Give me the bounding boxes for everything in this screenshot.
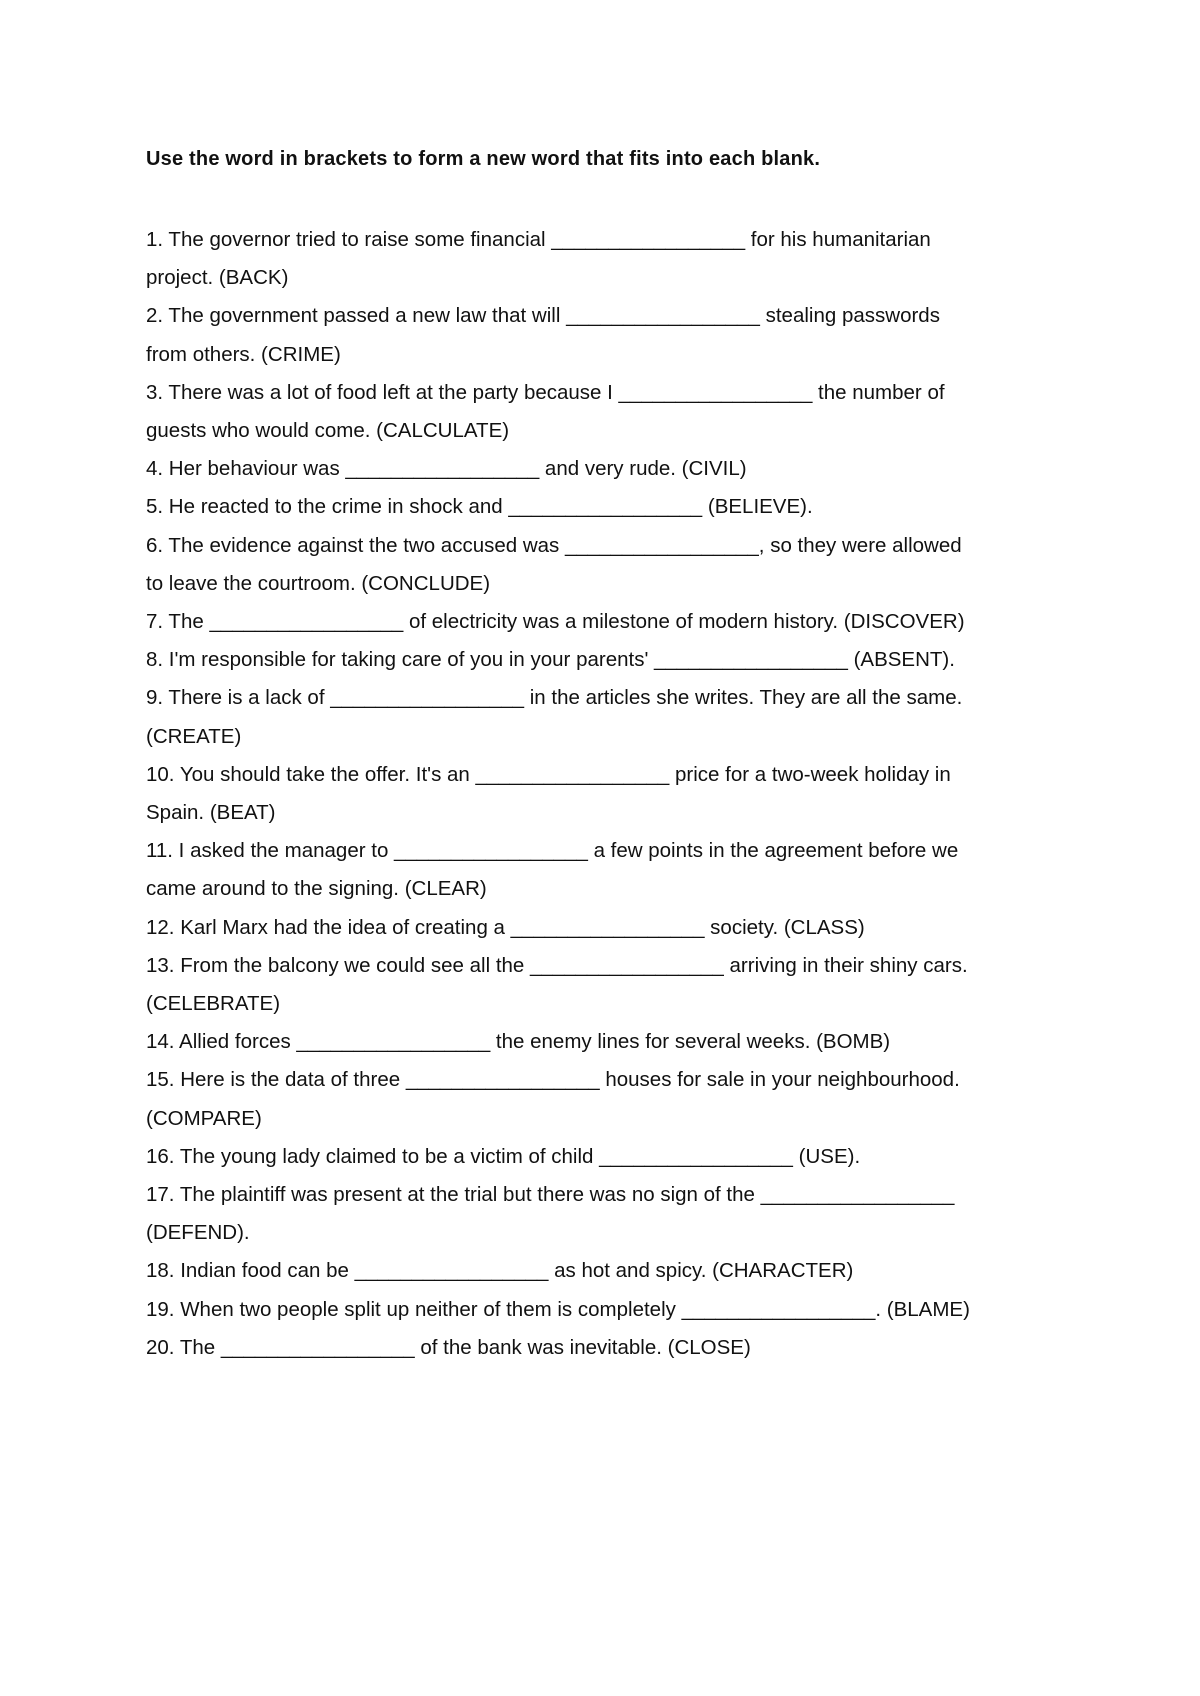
exercise-sentence-line: project. (BACK) (146, 266, 289, 290)
exercise-sentence-line: guests who would come. (CALCULATE) (146, 419, 510, 443)
exercise-sentence-line: 6. The evidence against the two accused was _________________, so they were allowed (146, 533, 962, 557)
exercise-sentence-line: from others. (CRIME) (146, 342, 341, 366)
exercise-sentence-line: 2. The government passed a new law that will _________________ stealing passwords (146, 304, 940, 328)
exercise-sentence-line: 11. I asked the manager to _________________ a few points in the agreement before we (146, 839, 959, 863)
exercise-sentence-line: 15. Here is the data of three _________________ houses for sale in your neighbourhood. (146, 1068, 960, 1092)
exercise-sentence-line: 17. The plaintiff was present at the trial but there was no sign of the _________________ (146, 1183, 955, 1207)
exercise-sentence-line: (CELEBRATE) (146, 992, 281, 1016)
exercise-sentence-line: 8. I'm responsible for taking care of you in your parents' _________________ (ABSENT). (146, 648, 955, 672)
exercise-sentence-line: to leave the courtroom. (CONCLUDE) (146, 571, 491, 595)
exercise-sentence-line: Spain. (BEAT) (146, 801, 276, 825)
exercise-sentence-line: 16. The young lady claimed to be a victim of child _________________ (USE). (146, 1144, 861, 1168)
exercise-sentence-line: 19. When two people split up neither of them is completely _________________. (BLAME) (146, 1297, 970, 1321)
worksheet-content (146, 144, 1086, 1367)
exercise-sentence-line: 14. Allied forces _________________ the enemy lines for several weeks. (BOMB) (146, 1030, 891, 1054)
exercise-sentence-line: 3. There was a lot of food left at the party because I _________________ the number of (146, 380, 945, 404)
exercise-list (146, 221, 1086, 1367)
exercise-sentence-line: 7. The _________________ of electricity was a milestone of modern history. (DISCOVER) (146, 610, 965, 634)
exercise-sentence-line: 13. From the balcony we could see all the _________________ arriving in their shiny cars. (146, 953, 968, 977)
exercise-sentence-line: 5. He reacted to the crime in shock and _________________ (BELIEVE). (146, 495, 813, 519)
exercise-sentence-line: came around to the signing. (CLEAR) (146, 877, 487, 901)
exercise-sentence-line: (CREATE) (146, 724, 242, 748)
exercise-sentence-line: 18. Indian food can be _________________ as hot and spicy. (CHARACTER) (146, 1259, 854, 1283)
exercise-sentence-line: (DEFEND). (146, 1221, 250, 1245)
exercise-sentence-line: 10. You should take the offer. It's an _________________ price for a two-week holiday in (146, 762, 951, 786)
exercise-sentence-line: 1. The governor tried to raise some financial _________________ for his humanitarian (146, 228, 931, 251)
exercise-sentence-line: (COMPARE) (146, 1106, 262, 1130)
instruction-heading: Use the word in brackets to form a new word that fits into each blank. (146, 148, 821, 170)
exercise-sentence-line: 9. There is a lack of _________________ in the articles she writes. They are all the same. (146, 686, 963, 710)
exercise-sentence-line: 20. The _________________ of the bank was inevitable. (CLOSE) (146, 1335, 751, 1359)
exercise-sentence-line: 4. Her behaviour was _________________ and very rude. (CIVIL) (146, 457, 747, 481)
exercise-sentence-line: 12. Karl Marx had the idea of creating a _________________ society. (CLASS) (146, 915, 865, 939)
